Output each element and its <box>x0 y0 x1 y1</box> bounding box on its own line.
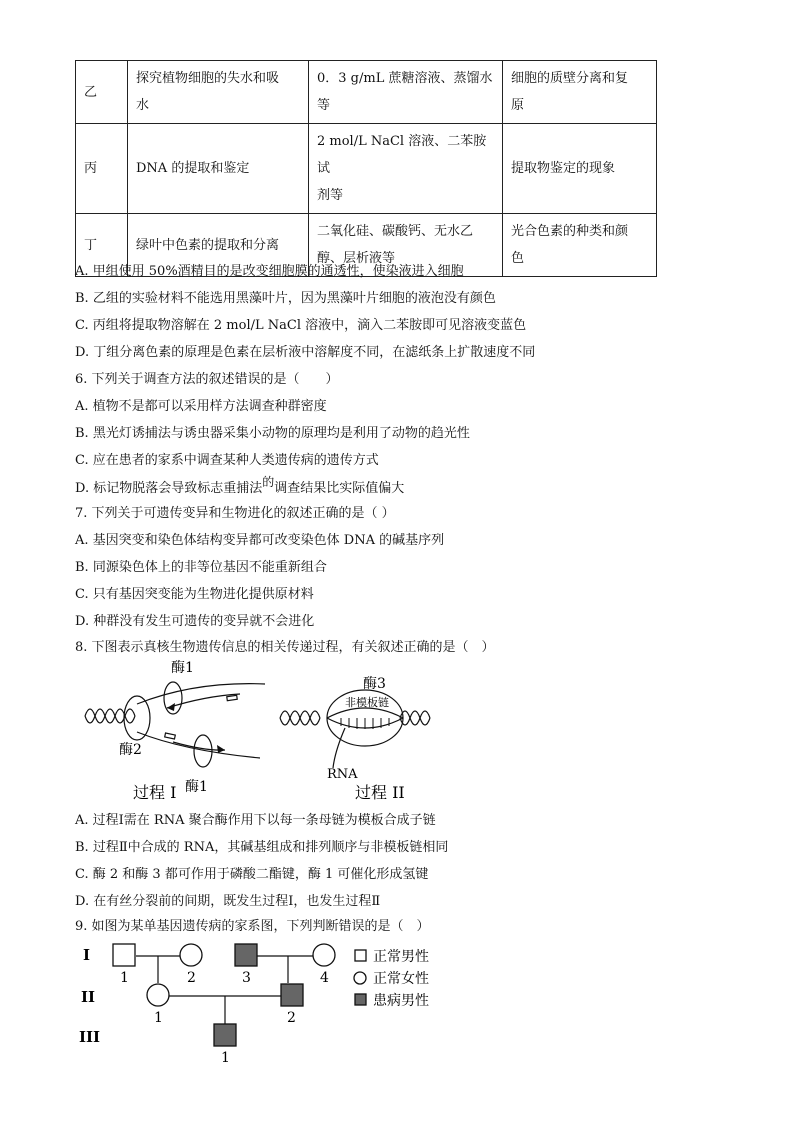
lower-parent-strand <box>137 732 260 758</box>
q8-option-b: B. 过程Ⅱ中合成的 RNA，其碱基组成和排列顺序与非模板链相同 <box>75 840 449 855</box>
right-helix-left-b <box>280 711 320 725</box>
non-template-strand <box>327 708 403 718</box>
table-cell-experiment <box>128 61 309 124</box>
q5-option-c: C. 丙组将提取物溶解在 2 mol/L NaCl 溶液中，滴入二苯胺即可见溶液变蓝色 <box>75 318 527 333</box>
table-cell-line: DNA 的提取和鉴定 <box>136 161 250 176</box>
enzyme-2-ellipse <box>124 696 150 740</box>
q6-stem: 6. 下列关于调查方法的叙述错误的是（ ） <box>75 372 339 387</box>
gen-label-1: I <box>83 946 91 964</box>
pedigree-legend <box>354 948 429 1009</box>
legend-normal-male: 正常男性 <box>373 949 429 965</box>
legend-normal-male-symbol <box>355 950 366 961</box>
q7-stem: 7. 下列关于可遗传变异和生物进化的叙述正确的是（ ） <box>75 506 395 521</box>
replication-transcription-figure <box>75 656 435 806</box>
q8-stem: 8. 下图表示真核生物遗传信息的相关传递过程，有关叙述正确的是（ ） <box>75 640 495 655</box>
id-II-1: 1 <box>154 1010 163 1026</box>
q6-option-c: C. 应在患者的家系中调查某种人类遗传病的遗传方式 <box>75 453 379 468</box>
table-row <box>76 124 657 214</box>
legend-normal-female-symbol <box>354 972 366 984</box>
pedigree-II-2-affected-male <box>281 984 303 1006</box>
id-I-4: 4 <box>320 970 329 986</box>
table-cell-line: 原 <box>511 98 525 113</box>
table-cell-line: 光合色素的种类和颜 <box>511 224 629 239</box>
q6-option-d-text: D. 标记物脱落会导致标志重捕法 <box>75 481 263 496</box>
table-cell-line: 水 <box>136 98 150 113</box>
legend-affected-male-symbol <box>355 994 366 1005</box>
q7-option-b: B. 同源染色体上的非等位基因不能重新组合 <box>75 560 327 575</box>
legend-affected-male: 患病男性 <box>373 993 429 1009</box>
table-cell-line: 绿叶中色素的提取和分离 <box>136 237 280 253</box>
q5-option-b: B. 乙组的实验材料不能选用黑藻叶片，因为黑藻叶片细胞的液泡没有颜色 <box>75 291 496 306</box>
q7-option-d: D. 种群没有发生可遗传的变异就不会进化 <box>75 614 315 629</box>
table-cell-line: 0．3 g/mL 蔗糖溶液、蒸馏水 <box>317 71 493 86</box>
pedigree-I-3-affected-male <box>235 944 257 966</box>
table-cell-group <box>76 61 128 124</box>
q8-option-a: A. 过程Ⅰ需在 RNA 聚合酶作用下以每一条母链为模板合成子链 <box>75 813 436 828</box>
label-enzyme-1-bottom: 酶1 <box>185 779 208 795</box>
q9-stem: 9. 如图为某单基因遗传病的家系图，下列判断错误的是（ ） <box>75 919 430 934</box>
table-cell-observation <box>503 214 657 277</box>
pedigree-figure <box>75 936 455 1066</box>
q6-option-b: B. 黑光灯诱捕法与诱虫器采集小动物的原理均是利用了动物的趋光性 <box>75 426 470 441</box>
id-I-2: 2 <box>187 970 196 986</box>
q6-option-d-superscript: 的 <box>262 475 275 489</box>
table-cell-materials <box>309 124 503 214</box>
label-process-1: 过程 I <box>133 783 177 802</box>
table-cell-line: 剂等 <box>317 188 344 203</box>
base-pair-ticks <box>341 718 389 729</box>
arrow-lower <box>217 745 225 753</box>
table-cell-line: 丁 <box>84 237 98 253</box>
upper-parent-strand <box>137 684 265 704</box>
label-process-2: 过程 II <box>355 783 405 802</box>
id-III-1: 1 <box>221 1050 230 1066</box>
primer-lower <box>165 733 176 739</box>
label-rna: RNA <box>327 767 358 782</box>
pedigree-I-1-normal-male <box>113 944 135 966</box>
gen-label-2: II <box>81 988 96 1006</box>
legend-normal-female: 正常女性 <box>373 971 429 987</box>
pedigree-I-2-normal-female <box>180 944 202 966</box>
q7-option-a: A. 基因突变和染色体结构变异都可改变染色体 DNA 的碱基序列 <box>75 533 445 548</box>
table-cell-line: 细胞的质壁分离和复 <box>511 71 629 86</box>
table-cell-group <box>76 124 128 214</box>
q5-option-a: A. 甲组使用 50%酒精目的是改变细胞膜的通透性，使染液进入细胞 <box>75 264 464 279</box>
table-cell-line: 醇、层析液等 <box>317 251 396 266</box>
table-cell-line: 丙 <box>84 161 98 176</box>
experiment-table <box>75 60 657 277</box>
id-I-3: 3 <box>242 970 251 986</box>
table-cell-line: 乙 <box>84 84 98 100</box>
label-enzyme-3: 酶3 <box>363 676 386 692</box>
right-helix-right-b <box>400 711 430 725</box>
table-cell-line: 二氧化硅、碳酸钙、无水乙 <box>317 224 474 239</box>
q8-option-c: C. 酶 2 和酶 3 都可作用于磷酸二酯键，酶 1 可催化形成氢键 <box>75 867 429 882</box>
table-cell-line: 等 <box>317 98 331 113</box>
q6-option-a: A. 植物不是都可以采用样方法调查种群密度 <box>75 399 327 414</box>
right-helix-right-a <box>400 711 430 725</box>
q6-option-d <box>75 475 405 498</box>
primer-upper <box>227 695 237 700</box>
table-row <box>76 61 657 124</box>
q5-option-d: D. 丁组分离色素的原理是色素在层析液中溶解度不同，在滤纸条上扩散速度不同 <box>75 345 536 360</box>
q7-option-c: C. 只有基因突变能为生物进化提供原材料 <box>75 587 314 602</box>
pedigree-II-1-normal-female <box>147 984 169 1006</box>
id-I-1: 1 <box>120 970 129 986</box>
pedigree-I-4-normal-female <box>313 944 335 966</box>
gen-label-3: III <box>79 1028 101 1046</box>
table-cell-line: 探究植物细胞的失水和吸 <box>136 71 280 86</box>
rna-strand <box>333 728 345 768</box>
process-1-diagram <box>85 682 265 767</box>
table-cell-line: 2 mol/L NaCl 溶液、二苯胺试 <box>317 134 487 176</box>
label-non-template: 非模板链 <box>345 696 389 709</box>
table-cell-observation <box>503 61 657 124</box>
label-enzyme-1-top: 酶1 <box>171 660 194 676</box>
table-cell-materials <box>309 61 503 124</box>
label-enzyme-2: 酶2 <box>119 742 142 758</box>
pedigree-III-1-affected-male <box>214 1024 236 1046</box>
table-cell-observation <box>503 124 657 214</box>
q8-option-d: D. 在有丝分裂前的间期，既发生过程Ⅰ，也发生过程Ⅱ <box>75 894 381 909</box>
table-cell-experiment <box>128 124 309 214</box>
table-cell-line: 提取物鉴定的现象 <box>511 161 616 176</box>
table-cell-line: 色 <box>511 251 525 266</box>
q6-option-d-text-end: 调查结果比实际值偏大 <box>274 481 405 496</box>
id-II-2: 2 <box>287 1010 296 1026</box>
